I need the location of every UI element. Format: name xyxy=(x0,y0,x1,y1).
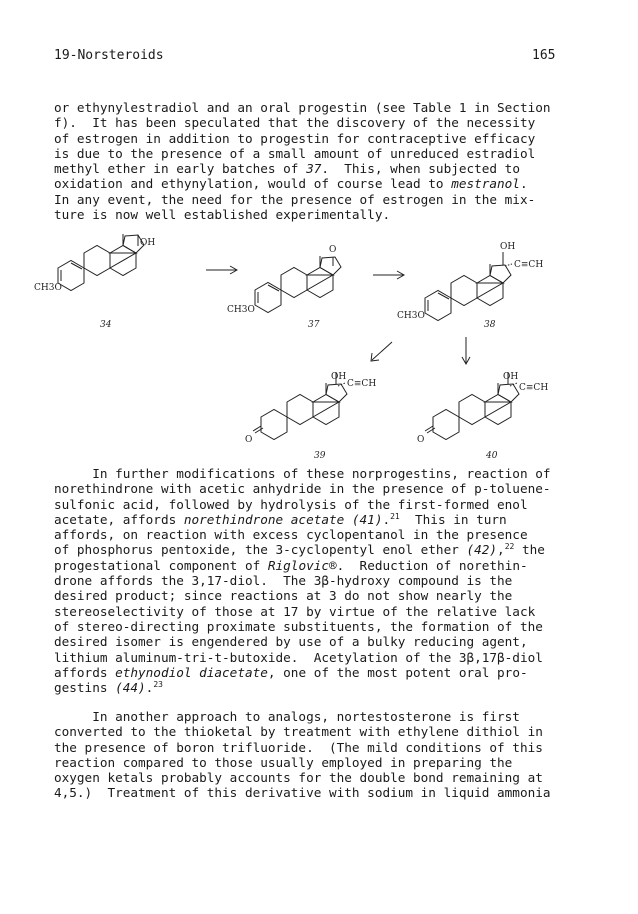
text-run: methyl ether in early batches of xyxy=(54,161,307,177)
text-line: drone affords the 3,17-diol. The 3β-hydroxy compound is the xyxy=(54,573,513,589)
compound-number: 34 xyxy=(100,320,112,330)
text-line: In any event, the need for the presence of estrogen in the mix- xyxy=(54,191,536,207)
text-run: the xyxy=(514,542,545,558)
arrow-38-to-39 xyxy=(371,342,392,361)
paragraph-3 xyxy=(54,709,594,801)
compound-number: 38 xyxy=(484,320,496,330)
oh-label: OH xyxy=(331,372,347,382)
text-run: progestational component of xyxy=(54,557,268,573)
compound-34-structure xyxy=(34,234,155,330)
drug-name: norethindrone acetate (41) xyxy=(183,511,383,527)
compound-40-structure xyxy=(417,372,548,461)
text-run: of phosphorus pentoxide, the 3-cyclopentyl enol ether xyxy=(54,542,467,558)
text-line: In further modifications of these norprogestins, reaction of xyxy=(54,466,551,481)
text-line: oxygen ketals probably accounts for the double bond remaining at xyxy=(54,770,543,786)
compound-37-structure xyxy=(227,245,341,330)
methoxy-label: CH3O xyxy=(34,283,62,293)
text-line: affords, on reaction with excess cyclopentanol in the presence xyxy=(54,527,528,543)
text-run: . This, when subjected to xyxy=(321,161,520,177)
text-run: . xyxy=(145,680,154,696)
methoxy-label: CH3O xyxy=(227,305,255,315)
ethynyl-label: C≡CH xyxy=(347,379,377,389)
text-line: desired isomer is engendered by use of a bulky reducing agent, xyxy=(54,634,528,650)
oh-label: OH xyxy=(503,372,519,382)
drug-name: ethynodiol diacetate xyxy=(115,664,268,680)
text-line: of estrogen in addition to progestin for contraceptive efficacy xyxy=(54,130,536,146)
text-run: . xyxy=(519,176,528,192)
methoxy-label: CH3O xyxy=(397,311,425,321)
citation: 23 xyxy=(153,680,163,690)
text-line: ture is now well established experimentally. xyxy=(54,207,391,223)
oh-label: OH xyxy=(140,238,156,248)
compound-ref: 37 xyxy=(306,161,322,177)
compound-39-structure xyxy=(245,372,376,461)
ketone-label: O xyxy=(417,435,425,445)
text-run: gestins xyxy=(54,680,116,696)
text-run: affords xyxy=(54,664,116,680)
text-line xyxy=(54,542,594,557)
text-line: f). It has been speculated that the discovery of the necessity xyxy=(54,115,536,131)
text-line: In another approach to analogs, nortestosterone is first xyxy=(54,709,520,724)
compound-ref: (42) xyxy=(466,542,498,558)
ethynyl-label: C≡CH xyxy=(514,260,544,270)
text-line: or ethynylestradiol and an oral progestin (see Table 1 in Section xyxy=(54,100,551,115)
arrow-37-to-38 xyxy=(373,271,404,279)
ketone-label: O xyxy=(245,435,253,445)
text-run: . xyxy=(382,511,391,527)
compound-number: 39 xyxy=(314,451,326,461)
compound-number: 40 xyxy=(486,451,498,461)
text-run: , xyxy=(497,542,505,558)
text-line: the presence of boron trifluoride. (The mild conditions of this xyxy=(54,739,543,755)
text-line: is due to the presence of a small amount of unreduced estradiol xyxy=(54,145,536,161)
compound-38-structure xyxy=(397,242,543,330)
text-line xyxy=(54,665,594,680)
text-run: . Reduction of norethin- xyxy=(336,557,528,573)
text-line: of stereo-directing proximate substituents, the formation of the xyxy=(54,618,543,634)
drug-name: Riglovic® xyxy=(267,557,337,573)
citation: 22 xyxy=(504,542,515,552)
text-line: lithium aluminum-tri-t-butoxide. Acetylation of the 3β,17β-diol xyxy=(54,649,543,665)
arrow-34-to-37 xyxy=(206,266,237,274)
compound-ref: (44) xyxy=(115,680,146,696)
paragraph-2 xyxy=(54,466,594,695)
page-number: 165 xyxy=(532,48,556,63)
text-run: acetate, affords xyxy=(54,511,184,527)
text-line xyxy=(54,558,594,573)
text-line: sulfonic acid, followed by hydrolysis of the first-formed enol xyxy=(54,496,528,512)
text-line: norethindrone with acetic anhydride in the presence of p-toluene- xyxy=(54,481,551,497)
text-line: converted to the thioketal by treatment with ethylene dithiol in xyxy=(54,724,543,740)
ketone-label: O xyxy=(329,245,337,255)
oh-label: OH xyxy=(500,242,516,252)
text-line xyxy=(54,512,594,527)
running-header: 19-Norsteroids xyxy=(54,48,164,63)
compound-number: 37 xyxy=(308,320,320,330)
text-line: reaction compared to those usually employed in preparing the xyxy=(54,754,513,770)
citation: 21 xyxy=(390,511,400,521)
text-line xyxy=(54,680,594,695)
drug-name: mestranol xyxy=(451,176,520,192)
text-line: desired product; since reactions at 3 do not show nearly the xyxy=(54,588,513,604)
ethynyl-label: C≡CH xyxy=(519,383,549,393)
arrow-38-to-40 xyxy=(462,337,470,364)
text-run: This in turn xyxy=(399,511,507,527)
text-run: , one of the most potent oral pro- xyxy=(267,664,528,680)
text-run: oxidation and ethynylation, would of course lead to xyxy=(54,176,452,192)
text-line: stereoselectivity of those at 17 by virtue of the relative lack xyxy=(54,603,536,619)
text-line: 4,5.) Treatment of this derivative with sodium in liquid ammonia xyxy=(54,785,551,801)
